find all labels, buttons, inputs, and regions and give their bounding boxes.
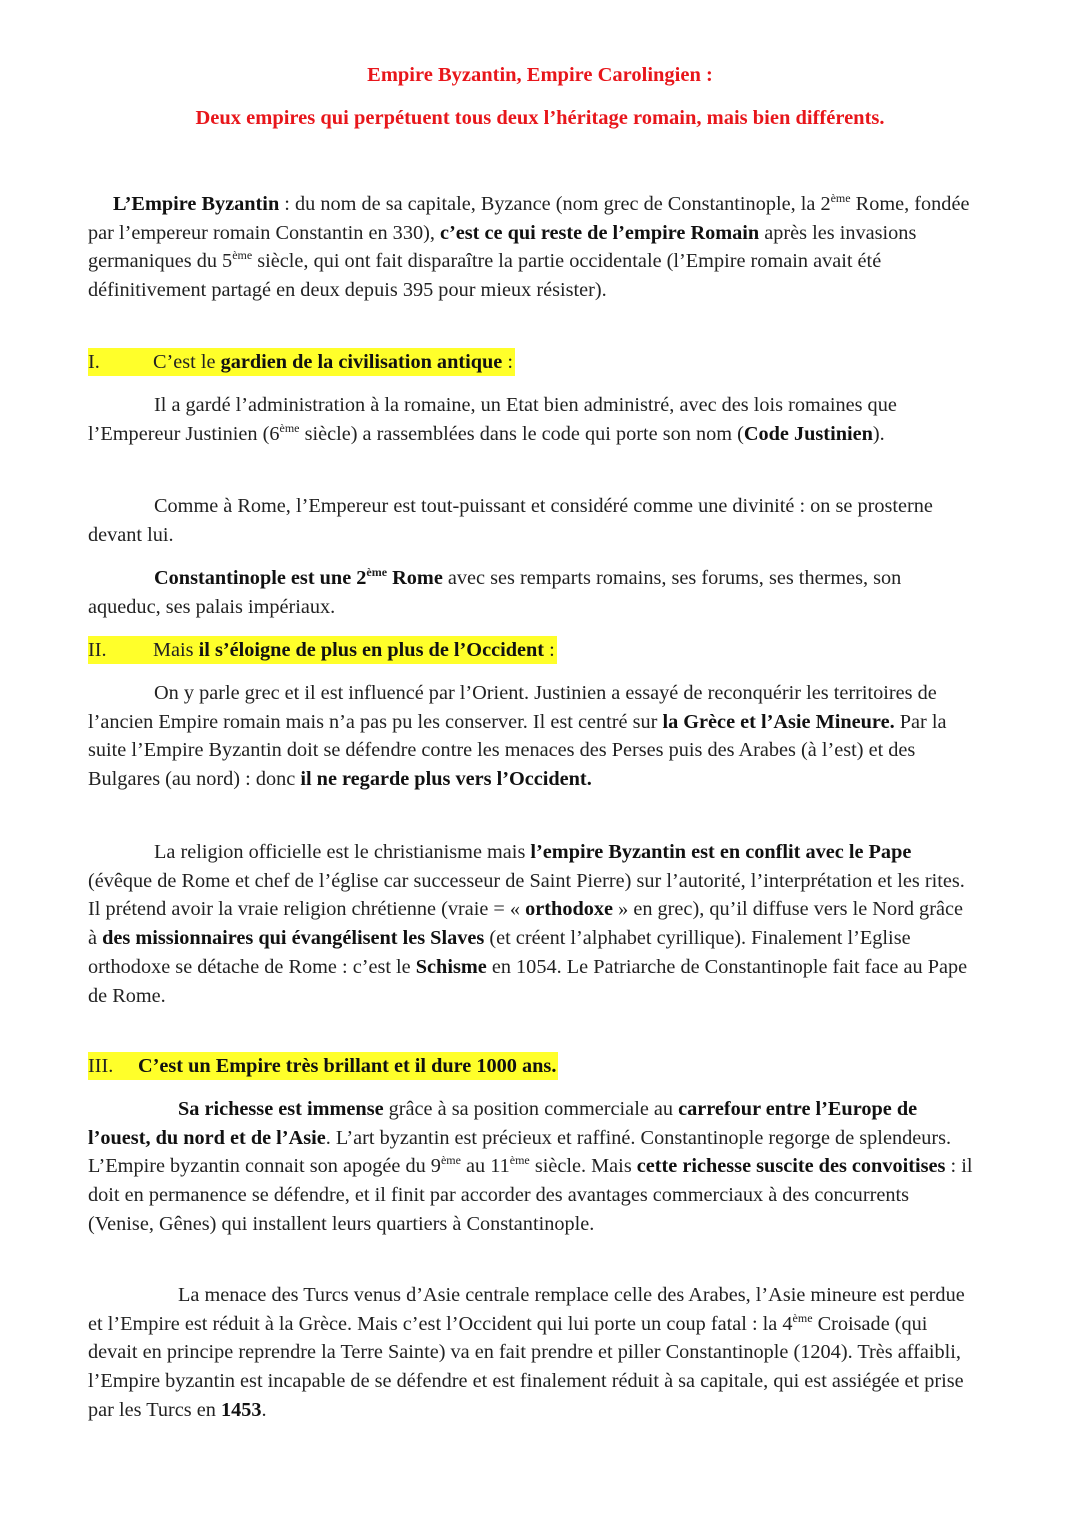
section-number: I. <box>88 351 100 373</box>
document-subtitle: Deux empires qui perpétuent tous deux l’héritage romain, mais bien différents. <box>195 107 885 129</box>
section-heading-2: II. Mais il s’éloigne de plus en plus de l’Occident : <box>88 636 557 664</box>
section3-paragraph-2: La menace des Turcs venus d’Asie centrale remplace celle des Arabes, l’Asie mineure est perdue et l’Empire est réduit à la Grèce. Mais c’est l’Occident qui lui porte un coup fatal : la 4ème Croisade (qui devait en principe reprendre la Terre Sainte) va en fait prendre et piller Constantinople (1204). Très affaibli, l’Empire byzantin est incapable de se défendre et est finalement réduit à sa capitale, qui est assiégée et prise par les Turcs en 1453. <box>88 1284 965 1421</box>
intro-paragraph: L’Empire Byzantin : du nom de sa capitale, Byzance (nom grec de Constantinople, la 2ème Rome, fondée par l’empereur romain Constantin en 330), c’est ce qui reste de l’empire Romain après les invasions germaniques du 5ème siècle, qui ont fait disparaître la partie occidentale (l’Empire romain avait été définitivement partagé en deux depuis 395 pour mieux résister). <box>88 191 970 302</box>
section2-paragraph-1: On y parle grec et il est influencé par l’Orient. Justinien a essayé de reconquérir les territoires de l’ancien Empire romain mais n’a pas pu les conserver. Il est centré sur la Grèce et l’Asie Mineure. Par la suite l’Empire Byzantin doit se défendre contre les menaces des Perses puis des Arabes (à l’est) et des Bulgares (au nord) : donc il ne regarde plus vers l’Occident. <box>88 682 947 791</box>
section-heading-1: I. C’est le gardien de la civilisation antique : <box>88 348 515 376</box>
section2-paragraph-2: La religion officielle est le christianisme mais l’empire Byzantin est en conflit avec le Pape (évêque de Rome et chef de l’église car successeur de Saint Pierre) sur l’autorité, l’interprétation et les rites. Il prétend avoir la vraie religion chrétienne (vraie = « orthodoxe » en grec), qu’il diffuse vers le Nord grâce à des missionnaires qui évangélisent les Slaves (et créent l’alphabet cyrillique). Finalement l’Eglise orthodoxe se détache de Rome : c’est le Schisme en 1054. Le Patriarche de Constantinople fait face au Pape de Rome. <box>88 841 968 1007</box>
section1-paragraph-3: Constantinople est une 2ème Rome avec ses remparts romains, ses forums, ses thermes, son aqueduc, ses palais impériaux. <box>88 565 902 618</box>
section-number: II. <box>88 639 107 661</box>
section-number: III. <box>88 1055 114 1077</box>
section3-paragraph-1: Sa richesse est immense grâce à sa position commerciale au carrefour entre l’Europe de l’ouest, du nord et de l’Asie. L’art byzantin est précieux et raffiné. Constantinople regorge de splendeurs. L’Empire byzantin connait son apogée du 9ème au 11ème siècle. Mais cette richesse suscite des convoitises : il doit en permanence se défendre, et il finit par accorder des avantages commerciaux à des concurrents (Venise, Gênes) qui installent leurs quartiers à Constantinople. <box>88 1098 973 1235</box>
document-title: Empire Byzantin, Empire Carolingien : <box>367 64 713 86</box>
section1-paragraph-1: Il a gardé l’administration à la romaine, un Etat bien administré, avec des lois romaines que l’Empereur Justinien (6ème siècle) a rassemblées dans le code qui porte son nom (Code Justinien). <box>88 394 897 445</box>
section-heading-3: III. C’est un Empire très brillant et il dure 1000 ans. <box>88 1052 558 1080</box>
section1-paragraph-2: Comme à Rome, l’Empereur est tout-puissant et considéré comme une divinité : on se prosterne devant lui. <box>88 495 933 546</box>
